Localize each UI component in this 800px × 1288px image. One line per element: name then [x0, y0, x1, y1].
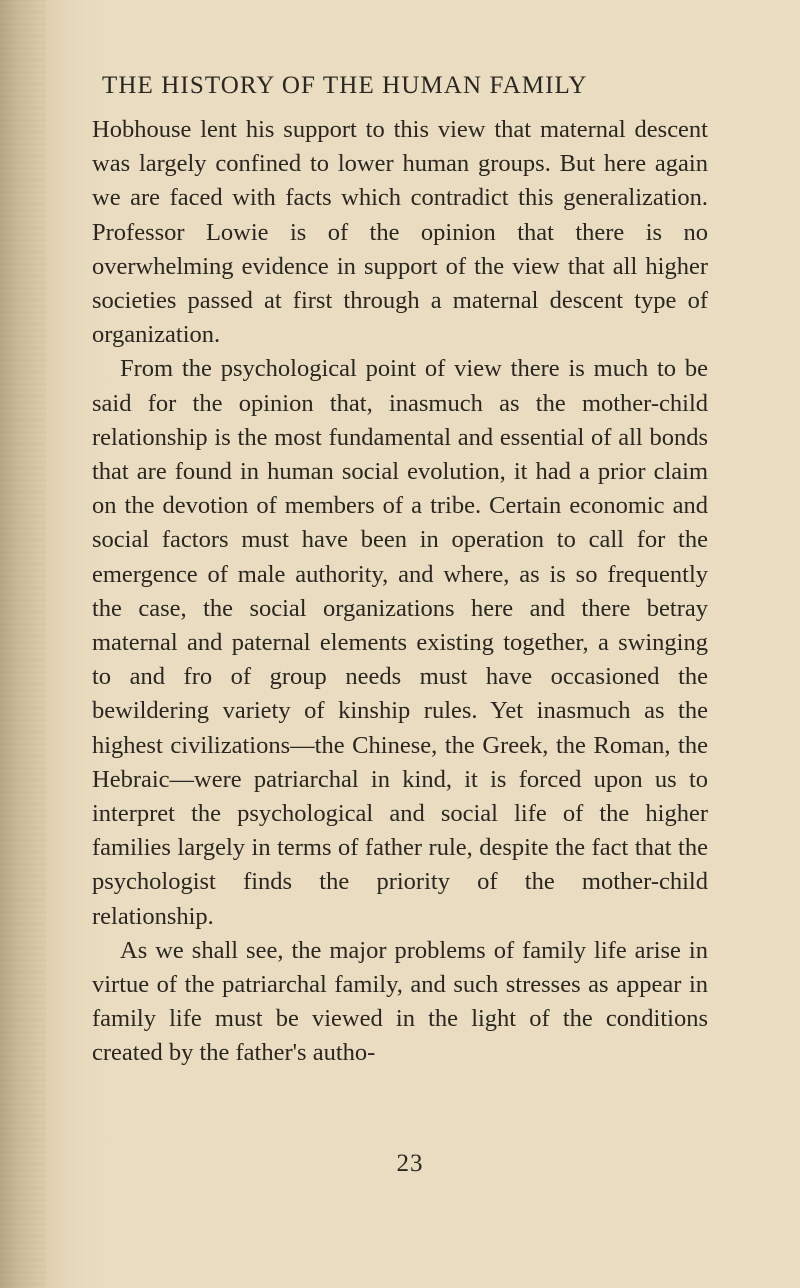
running-head: THE HISTORY OF THE HUMAN FAMILY: [102, 72, 588, 99]
body-text: [92, 113, 708, 1071]
page-number: 23: [396, 1150, 424, 1177]
page-number-container: [0, 1150, 800, 1178]
paragraph-1: Hobhouse lent his support to this view that maternal descent was largely confined to lower human groups. But here again we are faced with facts which contradict this generalization. Professor Lowie is of the opinion that there is no overwhelming evidence in support of the view that all higher societies passed at first through a maternal descent type of organization.: [92, 116, 708, 349]
paragraph-2: From the psychological point of view there is much to be said for the opinion that, inasmuch as the mother-child relationship is the most fundamental and essential of all bonds that are found in human social evolution, it had a prior claim on the devotion of members of a tribe. Certain economic and social factors must have been in operation to call for the emergence of male authority, and where, as is so frequently the case, the social organizations here and there betray maternal and paternal elements existing together, a swinging to and fro of group needs must have occasioned the bewildering variety of kinship rules. Yet inasmuch as the highest civilizations—the Chinese, the Greek, the Roman, the Hebraic—were patriarchal in kind, it is forced upon us to interpret the psychological and social life of the higher families largely in terms of father rule, despite the fact that the psychologist finds the priority of the mother-child relationship.: [92, 355, 708, 930]
paragraph-3: As we shall see, the major problems of family life arise in virtue of the patriarchal family, and such stresses as appear in family life must be viewed in the light of the conditions created by the father's autho-: [92, 936, 708, 1067]
binding-gutter: [0, 0, 46, 1288]
